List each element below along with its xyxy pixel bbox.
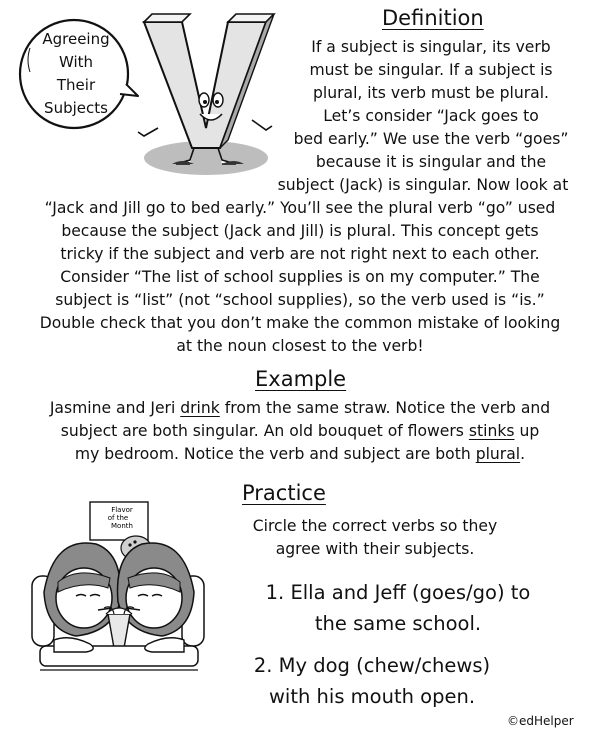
- definition-line-12: subject is “list” (not “school supplies), so the verb used is “is.”: [55, 291, 545, 309]
- copyright: ©edHelper: [507, 714, 574, 728]
- practice-instruction-line-2: agree with their subjects.: [275, 540, 475, 558]
- definition-line-8: “Jack and Jill go to bed early.” You’ll see the plural verb “go” used: [44, 199, 556, 217]
- example-line-3-after: .: [520, 445, 526, 463]
- example-line-1: [0, 398, 600, 418]
- example-line-3-before: my bedroom. Notice the verb and subject are both: [74, 445, 476, 463]
- definition-line-14: at the noun closest to the verb!: [176, 337, 424, 355]
- definition-line-3: plural, its verb must be plural.: [312, 84, 550, 102]
- practice-item-1-line-2: the same school.: [314, 612, 482, 635]
- example-line-2-after: up: [514, 422, 540, 440]
- definition-line-1: If a subject is singular, its verb: [311, 38, 551, 56]
- practice-heading: Practice: [242, 481, 326, 505]
- practice-item-2-line-2: with his mouth open.: [268, 685, 476, 708]
- example-line-2-before: subject are both singular. An old bouquet of flowers: [60, 422, 469, 440]
- definition-line-5: bed early.” We use the verb “goes”: [293, 130, 569, 148]
- definition-line-10: tricky if the subject and verb are not right next to each other.: [60, 245, 540, 263]
- practice-item-2-line-1: 2. My dog (chew/chews): [253, 654, 491, 677]
- example-line-1-before: Jasmine and Jeri: [49, 399, 181, 417]
- speech-bubble: [14, 12, 140, 132]
- example-line-1-after: from the same straw. Notice the verb and: [219, 399, 551, 417]
- definition-line-6: because it is singular and the: [315, 153, 547, 171]
- practice-instruction-line-1: Circle the correct verbs so they: [252, 517, 498, 535]
- sign-text-1: Flavor: [111, 506, 133, 514]
- definition-heading: Definition: [382, 6, 484, 30]
- example-line-2: [0, 421, 600, 441]
- definition-line-9: because the subject (Jack and Jill) is plural. This concept gets: [61, 222, 539, 240]
- definition-line-13: Double check that you don’t make the common mistake of looking: [39, 314, 561, 332]
- sign-text-3: Month: [111, 522, 133, 530]
- definition-line-2: must be singular. If a subject is: [309, 61, 553, 79]
- example-heading: Example: [255, 367, 347, 391]
- example-word-plural: plural: [475, 445, 521, 463]
- bubble-line-1: Agreeing: [42, 30, 110, 48]
- example-verb-drink: drink: [180, 399, 220, 417]
- definition-line-7: subject (Jack) is singular. Now look at: [277, 176, 569, 194]
- sign-text-2: of the: [107, 514, 129, 522]
- bubble-line-2: With: [58, 53, 94, 71]
- bubble-line-4: Subjects: [44, 99, 108, 117]
- definition-line-11: Consider “The list of school supplies is on my computer.” The: [60, 268, 540, 286]
- example-verb-stinks: stinks: [468, 422, 515, 440]
- twins-sharing-milkshake-illustration: [26, 496, 212, 680]
- example-line-3: [0, 444, 600, 464]
- letter-v-character-illustration: [134, 8, 284, 178]
- definition-line-4: Let’s consider “Jack goes to: [323, 107, 539, 125]
- practice-item-1-line-1: 1. Ella and Jeff (goes/go) to: [265, 581, 531, 604]
- bubble-line-3: Their: [56, 76, 96, 94]
